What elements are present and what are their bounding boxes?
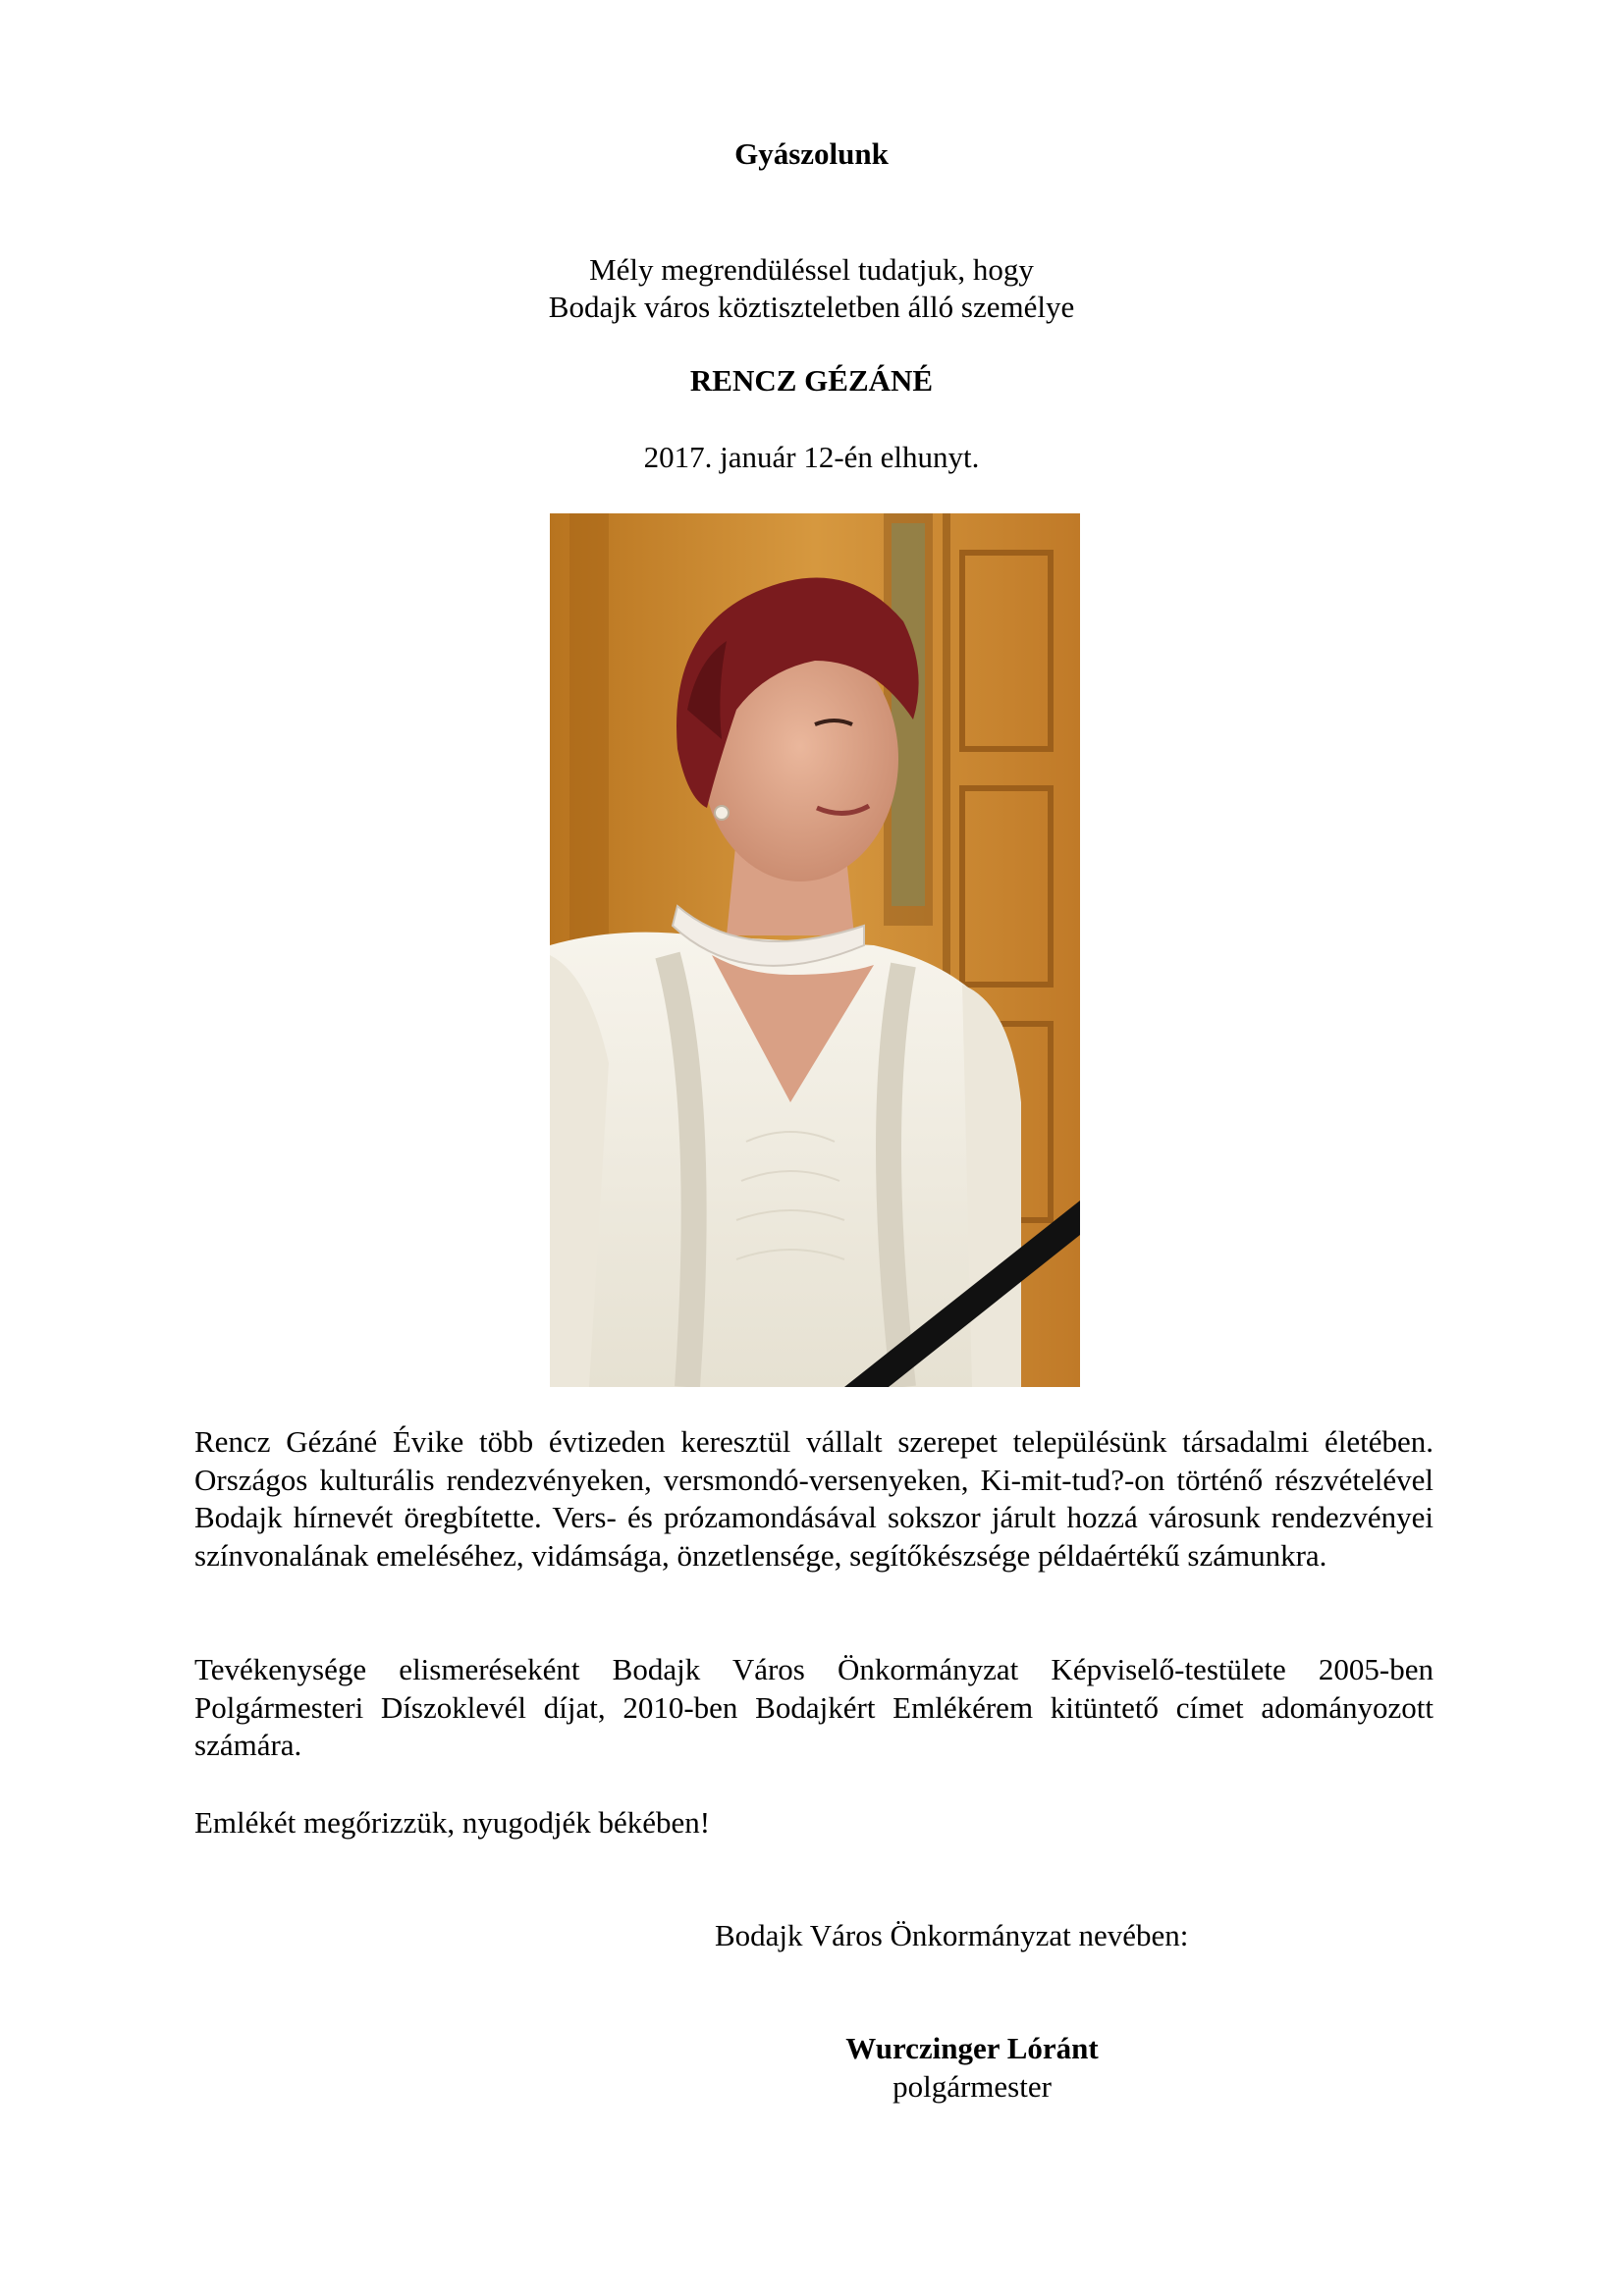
signature-organization: Bodajk Város Önkormányzat nevében: — [715, 1918, 1189, 1952]
death-date: 2017. január 12-én elhunyt. — [643, 440, 980, 474]
page-title: Gyászolunk — [734, 136, 889, 171]
announcement-line-1: Mély megrendüléssel tudatjuk, hogy — [589, 252, 1034, 287]
announcement-line-2: Bodajk város köztiszteletben álló személye — [548, 290, 1075, 324]
paragraph-honors: Tevékenysége elismeréseként Bodajk Város Önkormányzat Képviselő-testülete 2005-ben Polgármesteri Díszoklevél díjat, 2010-ben Bodajkért Emlékérem kitüntető címet adományozott számára. — [194, 1652, 1434, 1762]
paragraph-biography: Rencz Gézáné Évike több évtizeden keresztül vállalt szerepet településünk társadalmi életében. Országos kulturális rendezvényeken, versmondó-versenyeken, Ki-mit-tud?-on történő részvételével Bodajk hírnevét öregbítette. Vers- és prózamondásával sokszor járult hozzá városunk rendezvényei színvonalának emeléséhez, vidámsága, önzetlensége, segítőkészsége példaértékű számunkra. — [194, 1424, 1434, 1573]
portrait-photo — [550, 513, 1080, 1387]
announcement-intro — [0, 251, 1623, 326]
signature-name: Wurczinger Lóránt — [845, 2031, 1099, 2065]
portrait-photo-icon — [550, 513, 1080, 1387]
paragraph-farewell: Emlékét megőrizzük, nyugodjék békében! — [194, 1805, 711, 1840]
deceased-name: RENCZ GÉZÁNÉ — [689, 363, 934, 398]
signature-role: polgármester — [893, 2069, 1052, 2104]
